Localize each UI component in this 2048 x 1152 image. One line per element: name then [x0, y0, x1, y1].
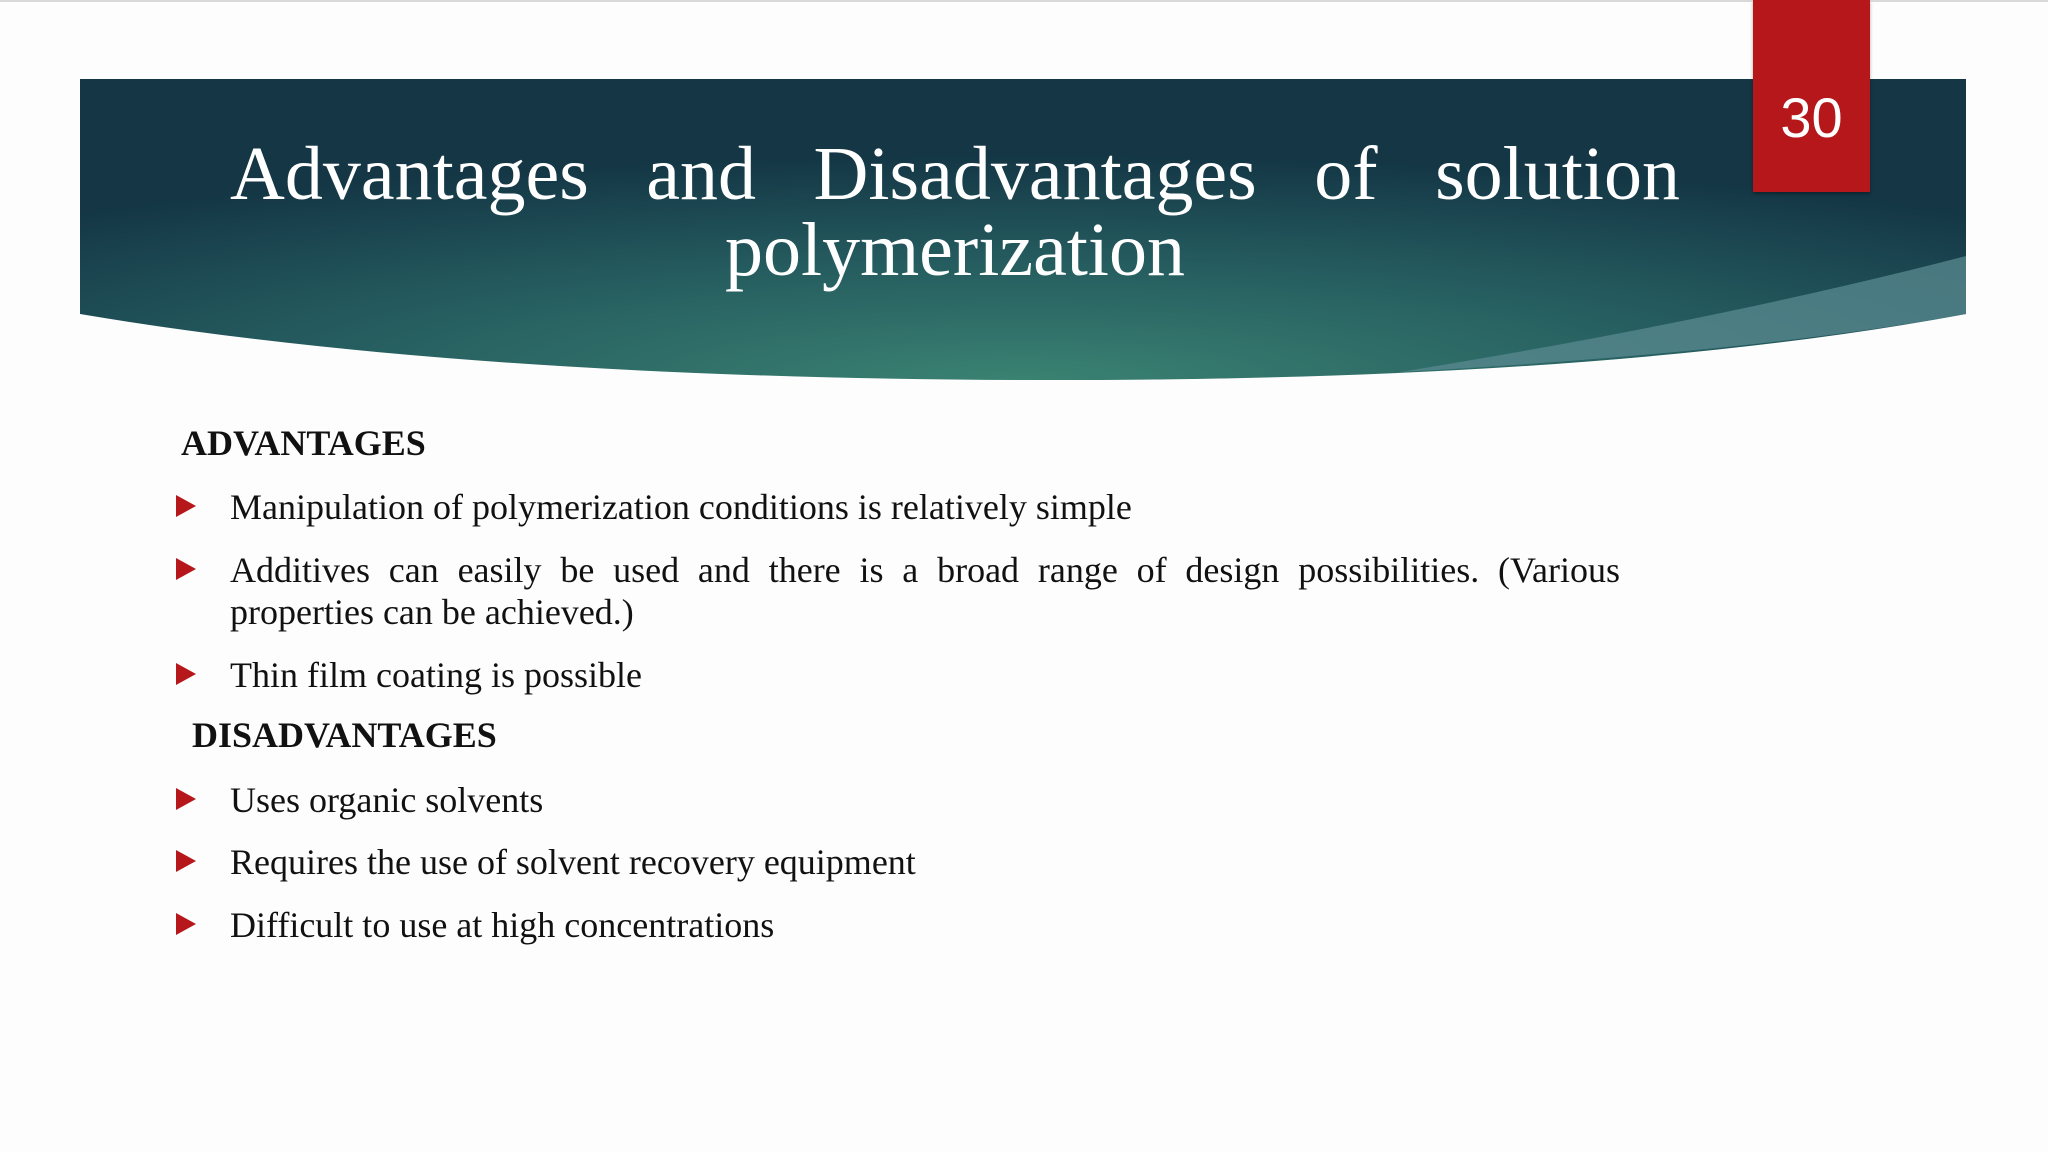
list-item-text: Additives can easily be used and there is a broad range of design possibilities. (Various properties can be achieved.): [230, 550, 1620, 632]
slide-number-badge: 30: [1753, 0, 1870, 192]
disadvantages-heading: DISADVANTAGES: [192, 715, 497, 755]
list-item: [176, 486, 1626, 528]
triangle-bullet-icon: [176, 558, 196, 580]
triangle-bullet-icon: [176, 913, 196, 935]
list-item: [176, 779, 1626, 821]
list-item: [176, 904, 1626, 946]
advantages-heading: ADVANTAGES: [181, 423, 426, 463]
list-item-text: Requires the use of solvent recovery equipment: [230, 842, 916, 882]
list-item-text: Manipulation of polymerization conditions is relatively simple: [230, 487, 1132, 527]
list-item: [176, 654, 1626, 696]
triangle-bullet-icon: [176, 788, 196, 810]
list-item: [176, 549, 1626, 633]
triangle-bullet-icon: [176, 850, 196, 872]
slide-title: Advantages and Disadvantages of solution polymerization: [230, 132, 1680, 292]
list-item-text: Uses organic solvents: [230, 780, 544, 820]
list-item-text: Thin film coating is possible: [230, 655, 642, 695]
list-item: [176, 841, 1626, 883]
triangle-bullet-icon: [176, 495, 196, 517]
list-item-text: Difficult to use at high concentrations: [230, 905, 775, 945]
triangle-bullet-icon: [176, 663, 196, 685]
